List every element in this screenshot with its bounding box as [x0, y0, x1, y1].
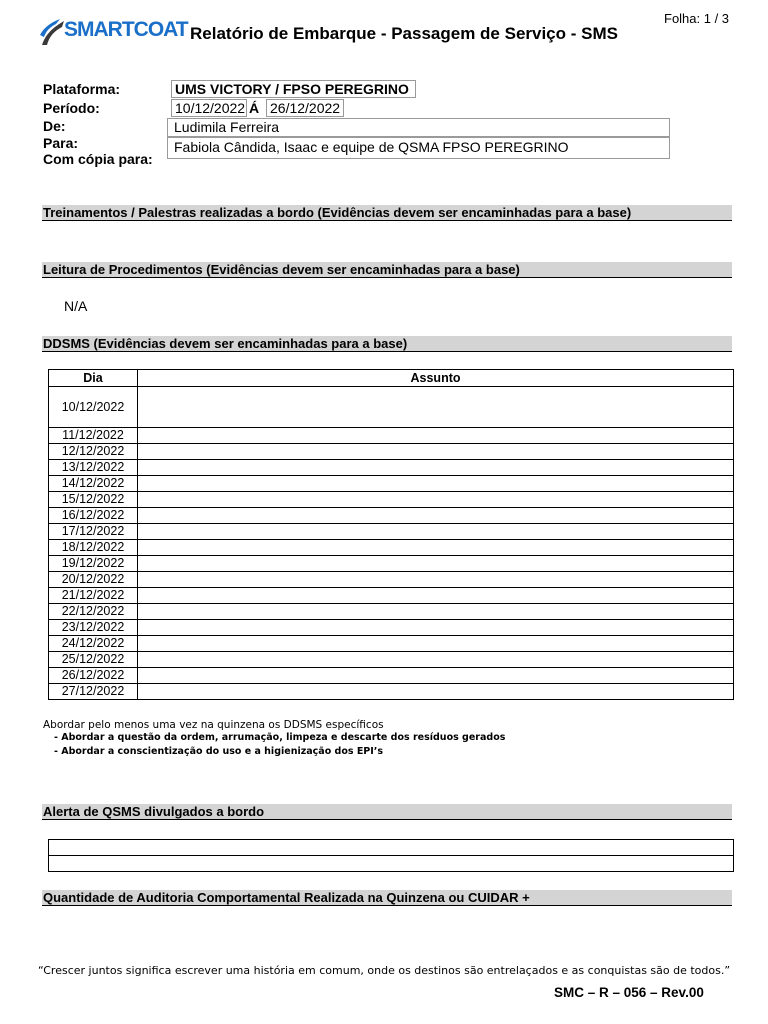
copia-label: Com cópia para: — [43, 151, 153, 167]
table-row — [49, 556, 734, 572]
periodo-separator: Á — [249, 100, 260, 116]
row-dia: 23/12/2022 — [49, 620, 138, 636]
alerta-cell[interactable] — [49, 840, 734, 856]
alerta-cell[interactable] — [49, 856, 734, 872]
table-row — [49, 387, 734, 428]
row-assunto[interactable] — [138, 460, 734, 476]
sheet-number: Folha: 1 / 3 — [664, 11, 730, 26]
row-assunto[interactable] — [138, 684, 734, 700]
ddsms-notes — [43, 719, 505, 759]
row-assunto[interactable] — [138, 508, 734, 524]
logo-text: SMARTCOAT — [64, 18, 188, 41]
row-assunto[interactable] — [138, 492, 734, 508]
row-assunto[interactable] — [138, 668, 734, 684]
section-leitura: Leitura de Procedimentos (Evidências devem ser encaminhadas para a base) — [42, 262, 732, 278]
row-assunto[interactable] — [138, 444, 734, 460]
row-dia: 19/12/2022 — [49, 556, 138, 572]
table-row — [49, 684, 734, 700]
document-code: SMC – R – 056 – Rev.00 — [554, 985, 704, 1000]
section-alerta: Alerta de QSMS divulgados a bordo — [42, 804, 732, 820]
row-dia: 21/12/2022 — [49, 588, 138, 604]
table-row — [49, 460, 734, 476]
row-assunto[interactable] — [138, 540, 734, 556]
row-dia: 17/12/2022 — [49, 524, 138, 540]
section-ddsms: DDSMS (Evidências devem ser encaminhadas para a base) — [42, 336, 732, 352]
row-assunto[interactable] — [138, 652, 734, 668]
row-assunto[interactable] — [138, 556, 734, 572]
notes-item: - Abordar a conscientização do uso e a higienização dos EPI’s — [54, 746, 384, 757]
notes-item: - Abordar a questão da ordem, arrumação, limpeza e descarte dos resíduos gerados — [54, 732, 506, 743]
row-dia: 15/12/2022 — [49, 492, 138, 508]
column-header-assunto: Assunto — [138, 370, 734, 387]
table-row — [49, 508, 734, 524]
periodo-end-field[interactable]: 26/12/2022 — [266, 99, 344, 117]
row-dia: 11/12/2022 — [49, 428, 138, 444]
row-assunto[interactable] — [138, 636, 734, 652]
table-row — [49, 620, 734, 636]
row-dia: 18/12/2022 — [49, 540, 138, 556]
table-row — [49, 652, 734, 668]
table-row — [49, 856, 734, 872]
section-treinamentos: Treinamentos / Palestras realizadas a bordo (Evidências devem ser encaminhadas para a base) — [42, 205, 732, 221]
row-assunto[interactable] — [138, 387, 734, 428]
table-row — [49, 588, 734, 604]
row-dia: 25/12/2022 — [49, 652, 138, 668]
row-dia: 16/12/2022 — [49, 508, 138, 524]
table-row — [49, 572, 734, 588]
table-row — [49, 840, 734, 856]
row-assunto[interactable] — [138, 572, 734, 588]
row-dia: 22/12/2022 — [49, 604, 138, 620]
table-row — [49, 476, 734, 492]
plataforma-label: Plataforma: — [43, 81, 121, 97]
row-dia: 14/12/2022 — [49, 476, 138, 492]
row-dia: 24/12/2022 — [49, 636, 138, 652]
row-dia: 27/12/2022 — [49, 684, 138, 700]
table-row — [49, 492, 734, 508]
smartcoat-logo — [38, 15, 188, 49]
table-row — [49, 524, 734, 540]
periodo-label: Período: — [43, 100, 100, 116]
footer-quote: “Crescer juntos significa escrever uma história em comum, onde os destinos são entrelaçados e as conquistas são de todos.” — [37, 964, 731, 977]
row-assunto[interactable] — [138, 604, 734, 620]
para-field[interactable]: Fabiola Cândida, Isaac e equipe de QSMA FPSO PEREGRINO — [167, 137, 670, 159]
row-dia: 13/12/2022 — [49, 460, 138, 476]
de-field[interactable]: Ludimila Ferreira — [167, 118, 670, 137]
table-row — [49, 636, 734, 652]
row-dia: 26/12/2022 — [49, 668, 138, 684]
table-row — [49, 444, 734, 460]
row-dia: 20/12/2022 — [49, 572, 138, 588]
leitura-value: N/A — [64, 298, 88, 314]
row-assunto[interactable] — [138, 588, 734, 604]
row-assunto[interactable] — [138, 524, 734, 540]
row-assunto[interactable] — [138, 620, 734, 636]
column-header-dia: Dia — [49, 370, 138, 387]
de-label: De: — [43, 118, 66, 134]
notes-intro: Abordar pelo menos uma vez na quinzena os DDSMS específicos — [43, 719, 384, 731]
row-assunto[interactable] — [138, 476, 734, 492]
para-label: Para: — [43, 135, 79, 151]
section-auditoria: Quantidade de Auditoria Comportamental Realizada na Quinzena ou CUIDAR + — [42, 890, 732, 906]
periodo-start-field[interactable]: 10/12/2022 — [171, 99, 247, 117]
table-row — [49, 428, 734, 444]
table-row — [49, 668, 734, 684]
table-row — [49, 540, 734, 556]
plataforma-field[interactable]: UMS VICTORY / FPSO PEREGRINO — [171, 80, 416, 98]
row-dia: 10/12/2022 — [49, 387, 138, 428]
table-row — [49, 604, 734, 620]
alerta-table — [48, 839, 734, 872]
row-dia: 12/12/2022 — [49, 444, 138, 460]
report-title: Relatório de Embarque - Passagem de Serviço - SMS — [190, 24, 618, 43]
row-assunto[interactable] — [138, 428, 734, 444]
ddsms-table — [48, 369, 734, 700]
